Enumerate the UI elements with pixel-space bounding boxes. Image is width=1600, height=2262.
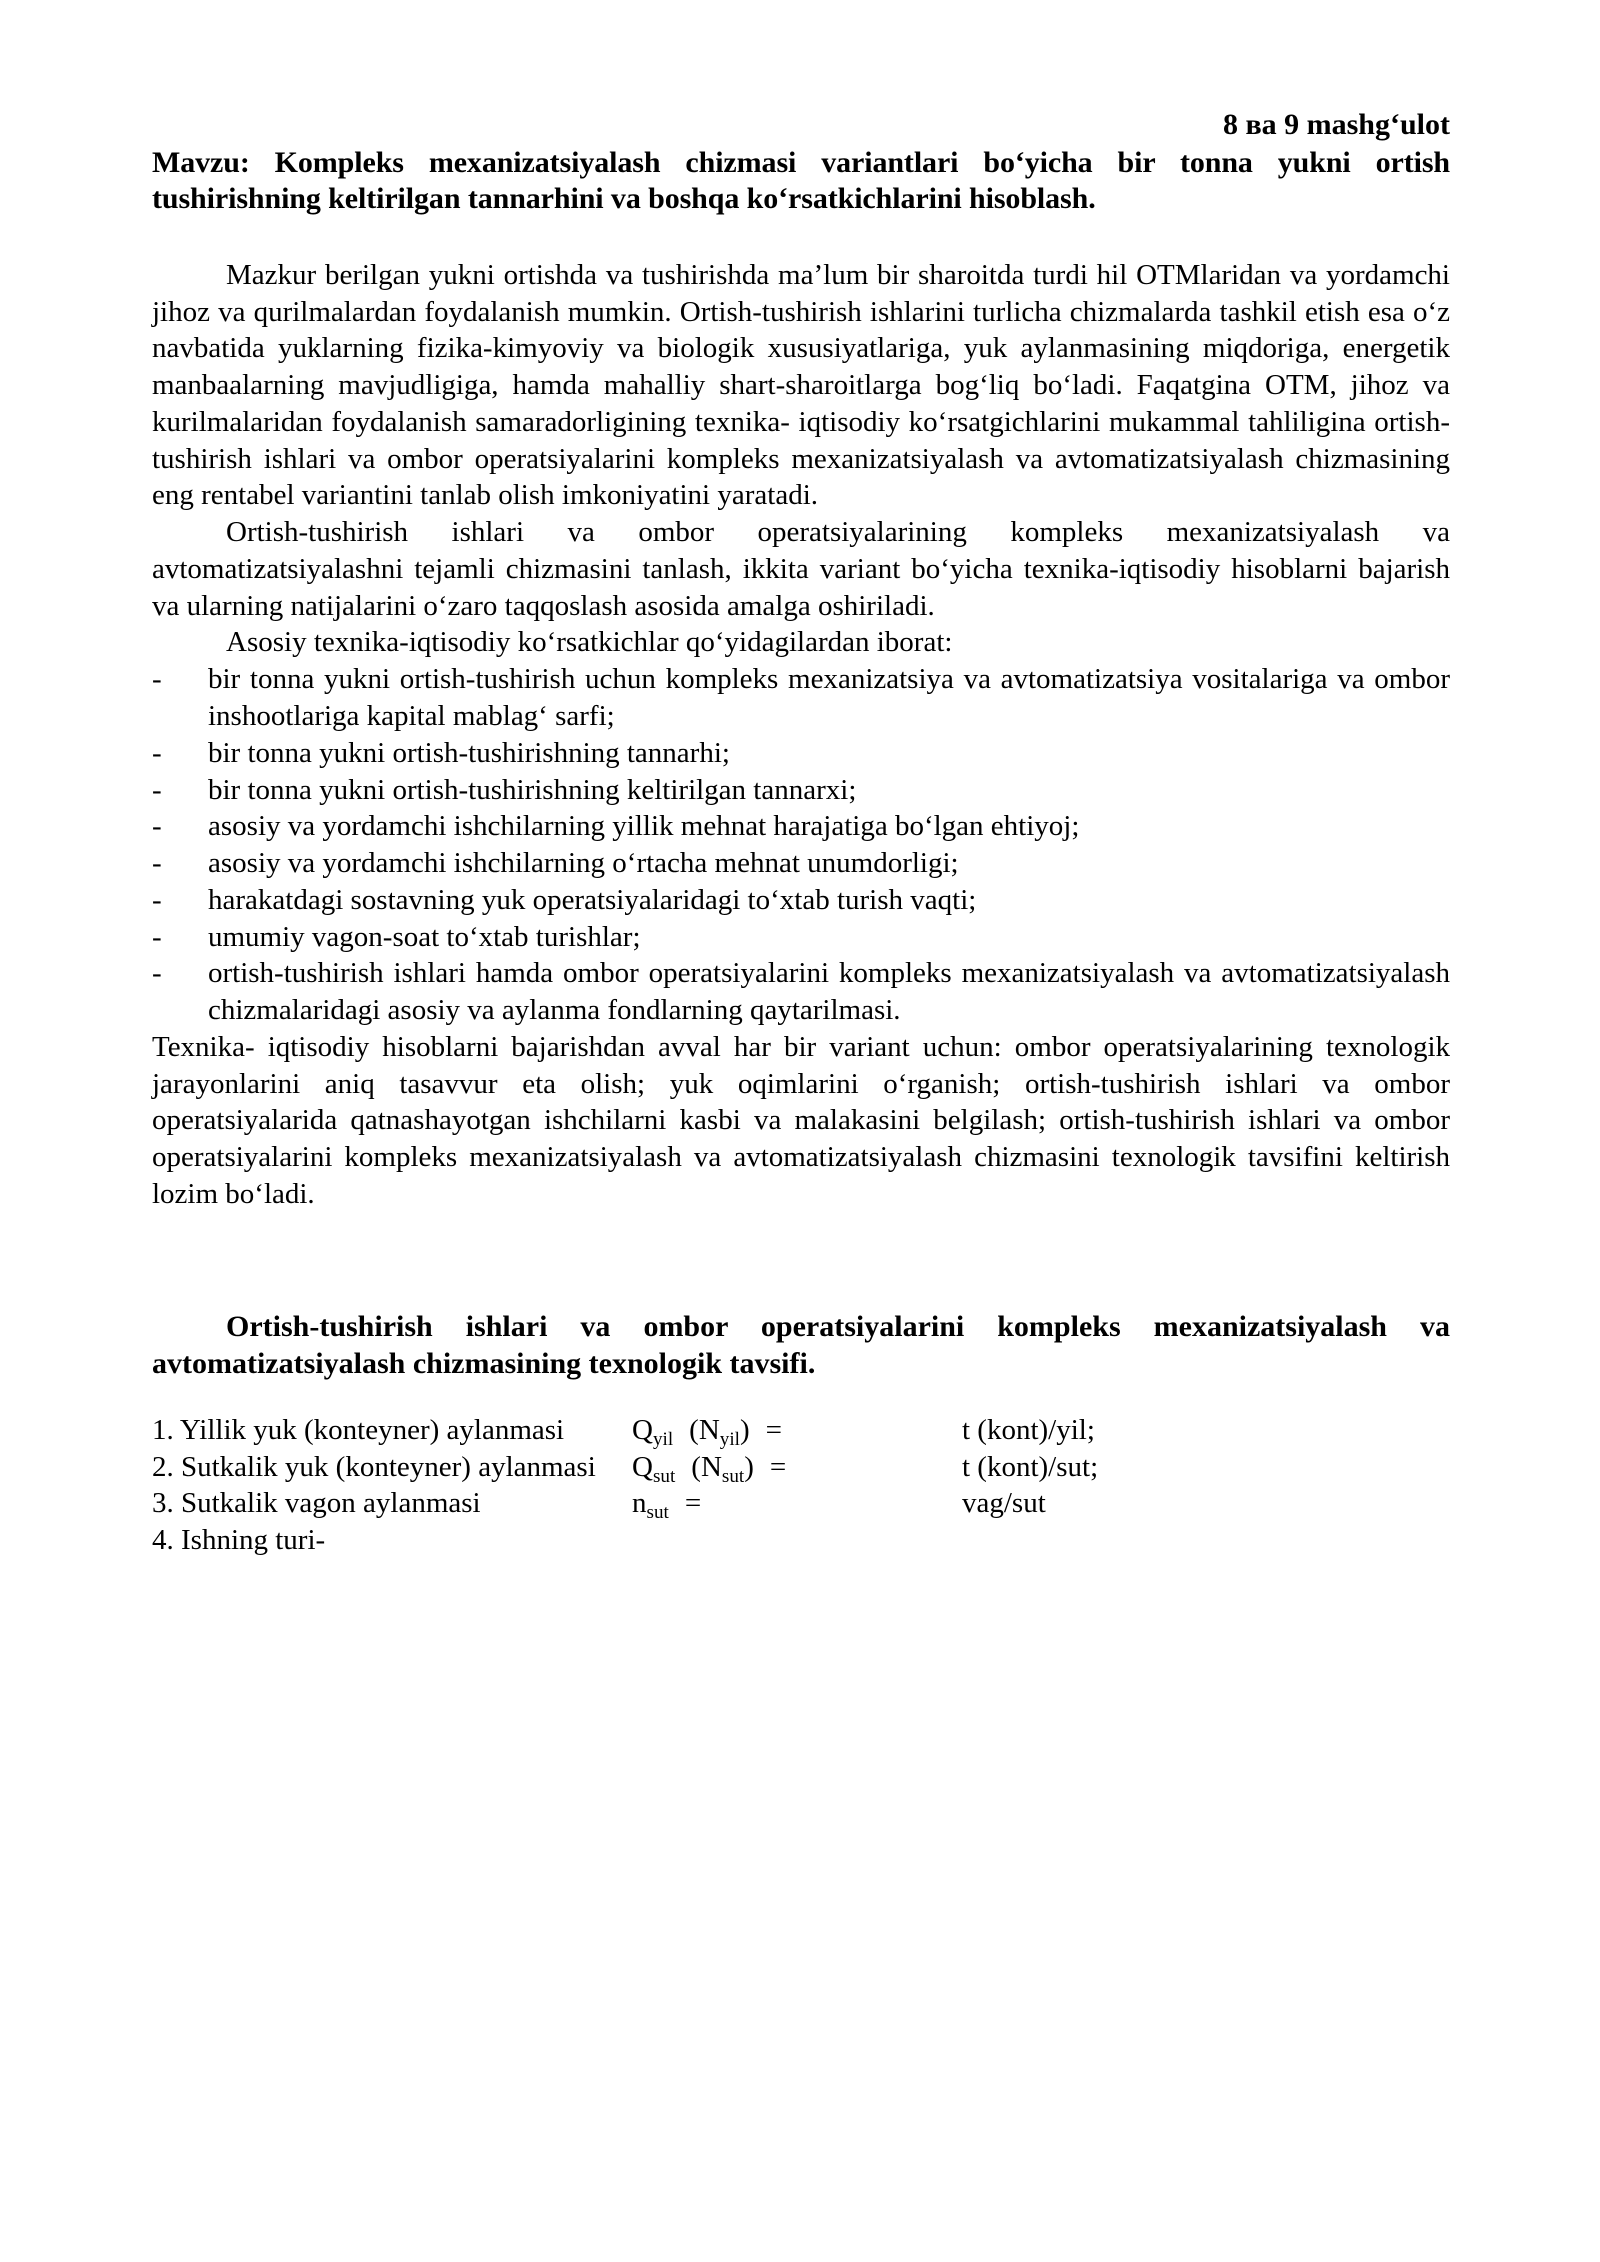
spacer-before-table bbox=[152, 1382, 1450, 1412]
list-item-label: umumiy vagon-soat to‘xtab turishlar; bbox=[208, 920, 641, 953]
list-item-label: bir tonna yukni ortish-tushirishning tannarhi; bbox=[208, 736, 730, 769]
table-row bbox=[152, 1449, 1450, 1485]
spec-label: 4. Ishning turi- bbox=[152, 1523, 326, 1556]
spec-paren-symbol: N bbox=[700, 1450, 722, 1483]
spec-equals: = bbox=[684, 1487, 702, 1520]
spec-unit bbox=[962, 1522, 1450, 1558]
list-item-label: bir tonna yukni ortish-tushirish uchun kompleks mexanizatsiya va avtomatizatsiya vositalariga va ombor inshootlariga kapital mablag‘ sarfi; bbox=[208, 663, 1450, 732]
list-item bbox=[152, 735, 1450, 772]
paragraph-intro: Mazkur berilgan yukni ortishda va tushirishda ma’lum bir sharoitda turdi hil OTMlaridan va yordamchi jihoz va qurilmalardan foydalanish mumkin. Ortish-tushirish ishlarini turlicha chizmalarda tashkil etish esa o‘z navbatida yuklarning fizika-kimyoviy va biologik xususiyatlariga, yuk aylanmasining miqdoriga, energetik manbaalarning mavjudligiga, hamda mahalliy shart-sharoitlarga bog‘liq bo‘ladi. Faqatgina OTM, jihoz va kurilmalaridan foydalanish samaradorligining texnika- iqtisodiy ko‘rsatgichlarini mukammal tahliligina ortish-tushirish ishlari va ombor operatsiyalarini kompleks mexanizatsiyalash va avtomatizatsiyalash chizmasining eng rentabel variantini tanlab olish imkoniyatini yaratadi. bbox=[152, 258, 1450, 512]
dash-marker-icon: - bbox=[152, 736, 162, 769]
indicators-list bbox=[152, 661, 1450, 1029]
paragraph-selection-method: Ortish-tushirish ishlari va ombor operatsiyalarining kompleks mexanizatsiyalash va avtomatizatsiyalashni tejamli chizmasini tanlash, ikkita variant bo‘yicha texnika-iqtisodiy hisoblarni bajarish va ularning natijalarini o‘zaro taqqoslash asosida amalga oshiriladi. bbox=[152, 516, 1450, 622]
spec-formula: $Q_{sut}$ $(N_{sut})$ = bbox=[632, 1450, 787, 1487]
dash-marker-icon: - bbox=[152, 663, 162, 696]
dash-marker-icon: - bbox=[152, 847, 162, 880]
list-item bbox=[152, 772, 1450, 809]
spec-paren-subscript: yil bbox=[719, 1429, 740, 1451]
dash-marker-icon: - bbox=[152, 883, 162, 916]
list-item-label: asosiy va yordamchi ishchilarning yillik mehnat harajatiga bo‘lgan ehtiyoj; bbox=[208, 810, 1080, 843]
spec-equals: = bbox=[765, 1414, 783, 1447]
spacer-before-section bbox=[152, 1213, 1450, 1309]
list-item-label: ortish-tushirish ishlari hamda ombor operatsiyalarini kompleks mexanizatsiyalash va avtomatizatsiyalash chizmalaridagi asosiy va aylanma fondlarning qaytarilmasi. bbox=[208, 957, 1450, 1027]
spec-label: 3. Sutkalik vagon aylanmasi bbox=[152, 1487, 481, 1520]
technical-spec-table bbox=[152, 1412, 1450, 1558]
list-item-label: harakatdagi sostavning yuk operatsiyalaridagi to‘xtab turish vaqti; bbox=[208, 883, 977, 916]
table-row bbox=[152, 1522, 1450, 1558]
dash-marker-icon: - bbox=[152, 810, 162, 843]
spec-symbol-subscript: sut bbox=[646, 1502, 669, 1523]
section-heading: Ortish-tushirish ishlari va ombor operatsiyalarini kompleks mexanizatsiyalash va avtomatizatsiyalash chizmasining texnologik tavsifi. bbox=[152, 1309, 1450, 1380]
spec-formula bbox=[632, 1485, 962, 1521]
spec-unit: vag/sut bbox=[962, 1487, 1046, 1520]
list-item bbox=[152, 845, 1450, 882]
spec-paren-subscript: sut bbox=[721, 1465, 745, 1487]
spec-formula: $Q_{yil}$ $(N_{yil})$ = bbox=[632, 1414, 783, 1451]
dash-marker-icon: - bbox=[152, 920, 162, 953]
list-item bbox=[152, 882, 1450, 919]
dash-marker-icon: - bbox=[152, 773, 162, 806]
spacer-after-title bbox=[152, 217, 1450, 257]
list-item bbox=[152, 661, 1450, 735]
spec-symbol: Q bbox=[632, 1450, 653, 1483]
list-item bbox=[152, 919, 1450, 956]
dash-marker-icon: - bbox=[152, 957, 162, 990]
list-item-label: asosiy va yordamchi ishchilarning o‘rtacha mehnat unumdorligi; bbox=[208, 847, 959, 880]
paragraph-prerequisites: Texnika- iqtisodiy hisoblarni bajarishdan avval har bir variant uchun: ombor operatsiyalarining texnologik jarayonlarini aniq tasavvur eta olish; yuk oqimlarini o‘rganish; ortish-tushirish ishlari va ombor operatsiyalarida qatnashayotgan ishchilarni kasbi va malakasini belgilash; ortish-tushirish ishlari va ombor operatsiyalarini kompleks mexanizatsiyalash va avtomatizatsiyalash chizmasini texnologik tavsifini keltirish lozim bo‘ladi. bbox=[152, 1030, 1450, 1210]
page-title: Mavzu: Kompleks mexanizatsiyalash chizmasi variantlari bo‘yicha bir tonna yukni ortish tushirishning keltirilgan tannarhini va boshqa ko‘rsatkichlarini hisoblash. bbox=[152, 145, 1450, 215]
spec-symbol-subscript: yil bbox=[652, 1429, 674, 1451]
spec-symbol: n bbox=[632, 1487, 647, 1520]
spec-symbol: Q bbox=[632, 1414, 653, 1447]
paragraph-indicators-lead: Asosiy texnika-iqtisodiy ko‘rsatkichlar qo‘yidagilardan iborat: bbox=[226, 626, 953, 659]
spec-label: 1. Yillik yuk (konteyner) aylanmasi bbox=[152, 1414, 565, 1447]
table-row bbox=[152, 1412, 1450, 1448]
document-header-right: 8 ва 9 mashg‘ulot bbox=[1222, 108, 1450, 141]
list-item bbox=[152, 808, 1450, 845]
spec-formula bbox=[632, 1522, 962, 1558]
list-item bbox=[152, 955, 1450, 1029]
spec-unit: t (kont)/sut; bbox=[962, 1450, 1099, 1483]
spec-paren-symbol: N bbox=[698, 1414, 720, 1447]
spec-unit: t (kont)/yil; bbox=[962, 1414, 1095, 1447]
spec-label: 2. Sutkalik yuk (konteyner) aylanmasi bbox=[152, 1450, 596, 1483]
spec-symbol-subscript: sut bbox=[652, 1465, 676, 1487]
list-item-label: bir tonna yukni ortish-tushirishning keltirilgan tannarxi; bbox=[208, 773, 857, 806]
spec-equals: = bbox=[769, 1450, 787, 1483]
table-row bbox=[152, 1485, 1450, 1521]
